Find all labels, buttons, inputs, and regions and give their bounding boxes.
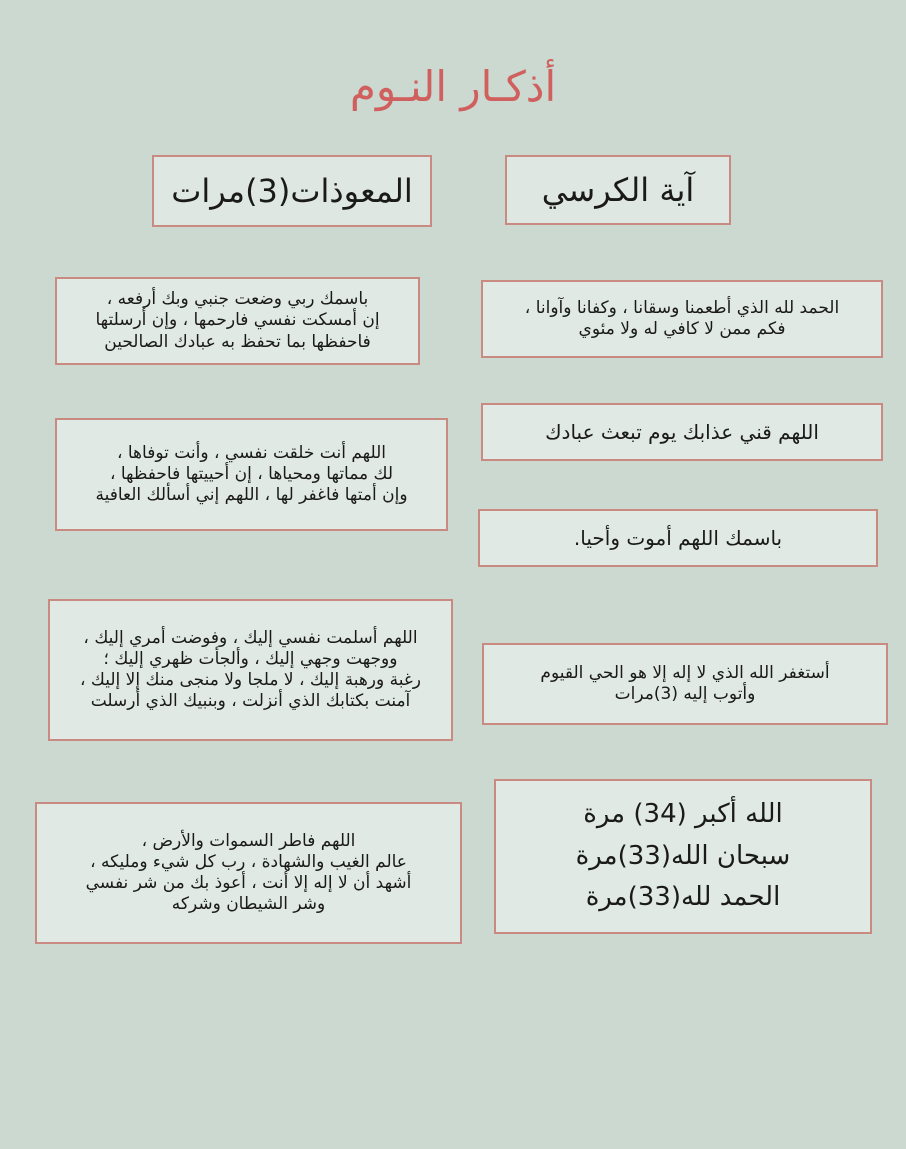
- dhikr-text-line: فكم ممن لا كافي له ولا مئوي: [578, 319, 786, 339]
- dhikr-text-line: سبحان الله(33)مرة: [575, 840, 791, 871]
- dhikr-text-line: أستغفر الله الذي لا إله إلا هو الحي القيوم: [540, 662, 830, 683]
- header-label-muawwidhat: المعوذات(3)مرات: [171, 172, 413, 210]
- dhikr-text-line: وإن أمتها فاغفر لها ، اللهم إني أسألك العافية: [95, 485, 408, 506]
- dhikr-box-right-1: [481, 280, 883, 358]
- dhikr-text-line: اللهم فاطر السموات والأرض ،: [141, 830, 356, 851]
- dhikr-box-right-2: [481, 403, 883, 461]
- dhikr-text-line: آمنت بكتابك الذي أنزلت ، وبنبيك الذي أرسلت: [90, 691, 411, 712]
- page-title: أذكـار النـوم: [349, 62, 557, 111]
- dhikr-box-left-4: [35, 802, 462, 944]
- dhikr-box-left-1: [55, 277, 420, 365]
- dhikr-text-line: ووجهت وجهي إليك ، وألجأت ظهري إليك ؛: [103, 648, 398, 669]
- dhikr-text-line: الله أكبر (34) مرة: [583, 799, 783, 830]
- dhikr-text-line: رغبة ورهبة إليك ، لا ملجا ولا منجى منك إلا إليك ،: [80, 670, 421, 690]
- dhikr-text-line: باسمك اللهم أموت وأحيا.: [573, 525, 783, 550]
- dhikr-text-line: وشر الشيطان وشركه: [171, 894, 326, 915]
- header-box-ayat-al-kursi: [505, 155, 731, 225]
- dhikr-text-line: أشهد أن لا إله إلا أنت ، أعوذ بك من شر نفسي: [85, 873, 412, 893]
- dhikr-text-line: عالم الغيب والشهادة ، رب كل شيء ومليكه ،: [90, 851, 407, 872]
- dhikr-text-line: اللهم أنت خلقت نفسي ، وأنت توفاها ،: [116, 442, 387, 463]
- dhikr-text-line: إن أمسكت نفسي فارحمها ، وإن أرسلتها: [95, 310, 380, 331]
- dhikr-text-line: لك مماتها ومحياها ، إن أحييتها فاحفظها ،: [109, 463, 394, 484]
- dhikr-text-line: الحمد لله الذي أطعمنا وسقانا ، وكفانا وآوانا ،: [524, 297, 840, 318]
- dhikr-text-line: وأتوب إليه (3)مرات: [614, 684, 756, 704]
- dhikr-box-right-3: [478, 509, 878, 567]
- dhikr-text-line: فاحفظها بما تحفظ به عبادك الصالحين: [104, 331, 371, 352]
- dhikr-text-line: الحمد لله(33)مرة: [585, 882, 781, 913]
- dhikr-text-line: اللهم أسلمت نفسي إليك ، وفوضت أمري إليك ،: [83, 627, 418, 648]
- header-box-muawwidhat: [152, 155, 432, 227]
- dhikr-text-line: اللهم قني عذابك يوم تبعث عبادك: [545, 419, 819, 444]
- dhikr-box-right-5: [494, 779, 872, 934]
- dhikr-text-line: باسمك ربي وضعت جنبي وبك أرفعه ،: [106, 289, 369, 310]
- header-label-ayat-al-kursi: آية الكرسي: [541, 171, 695, 209]
- dhikr-box-left-2: [55, 418, 448, 531]
- dhikr-box-right-4: [482, 643, 888, 725]
- dhikr-box-left-3: [48, 599, 453, 741]
